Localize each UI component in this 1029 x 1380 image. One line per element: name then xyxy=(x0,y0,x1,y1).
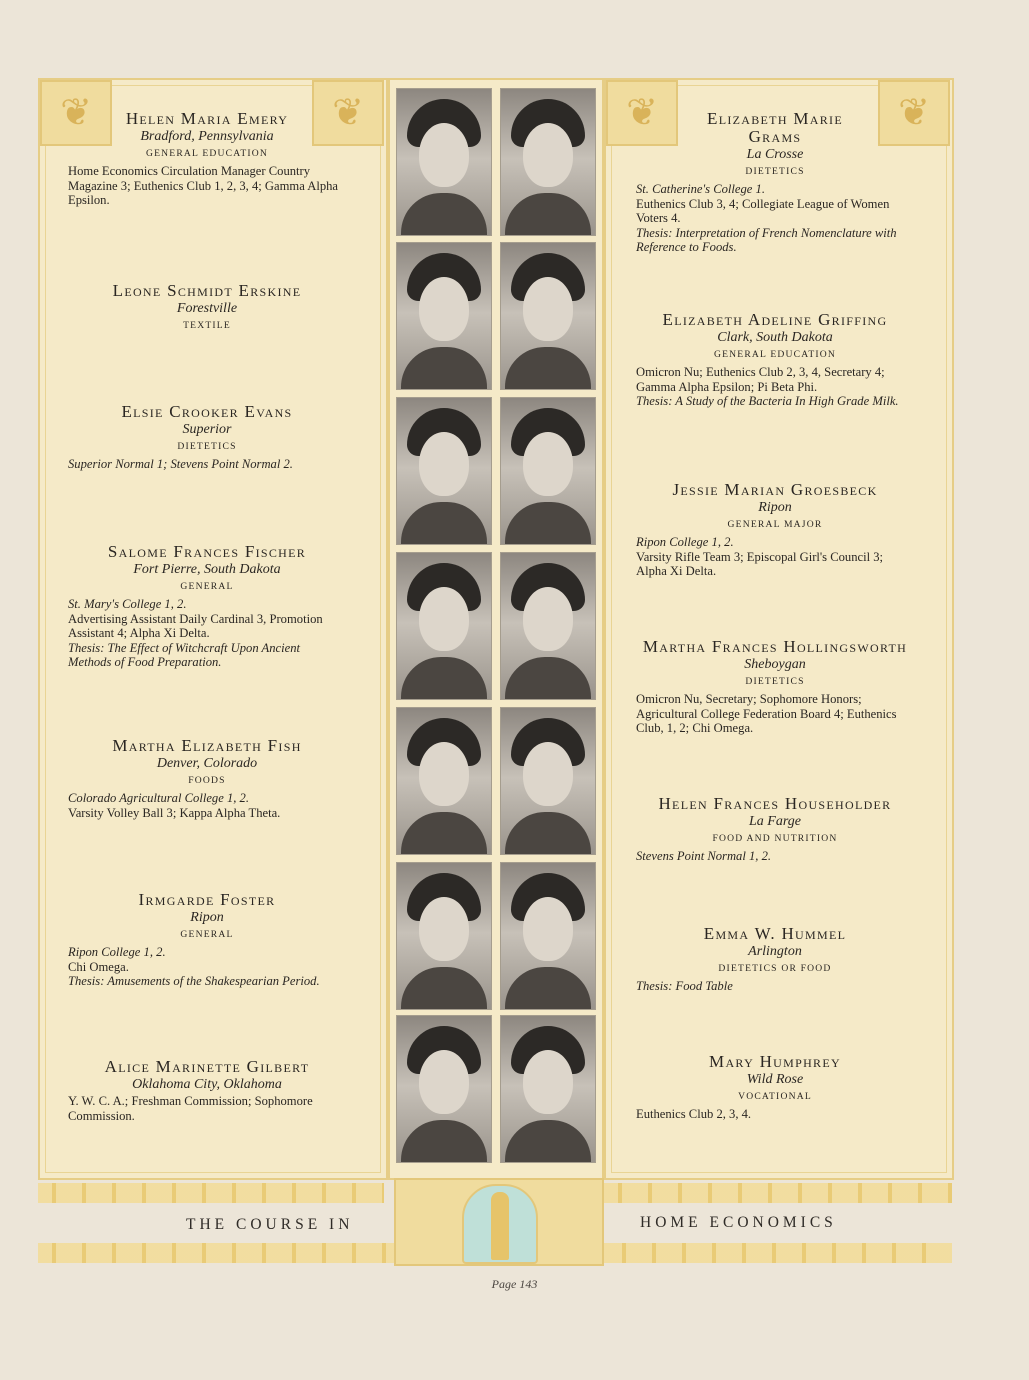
student-activities: Euthenics Club 2, 3, 4. xyxy=(636,1107,752,1121)
student-hometown: Ripon xyxy=(190,910,224,925)
student-name: Mary Humphrey xyxy=(709,1052,841,1071)
student-entry xyxy=(68,282,346,336)
student-name: Martha Elizabeth Fish xyxy=(112,736,302,755)
footer-emblem xyxy=(394,1178,604,1266)
student-course: FOOD AND NUTRITION xyxy=(712,833,838,844)
student-hometown: Denver, Colorado xyxy=(156,756,258,771)
student-course: DIETETICS xyxy=(745,166,805,177)
student-course: GENERAL MAJOR xyxy=(727,519,823,530)
portrait-photo xyxy=(396,862,492,1010)
student-hometown: Sheboygan xyxy=(744,657,806,672)
student-entry xyxy=(636,110,914,255)
student-course: GENERAL xyxy=(180,929,234,940)
student-thesis: Thesis: A Study of the Bacteria In High Grade Milk. xyxy=(636,394,899,409)
student-hometown: Clark, South Dakota xyxy=(717,330,833,345)
student-name: Martha Frances Hollingsworth xyxy=(642,637,908,656)
student-activities: Y. W. C. A.; Freshman Commission; Sophomore Commission. xyxy=(68,1094,313,1123)
student-entry xyxy=(636,481,914,579)
student-thesis: Thesis: Interpretation of French Nomenclature with Reference to Foods. xyxy=(636,225,897,255)
student-entry xyxy=(636,795,914,864)
student-course: FOODS xyxy=(188,775,226,786)
footer-title-right: HOME ECONOMICS xyxy=(640,1214,837,1231)
portrait-photo xyxy=(500,1015,596,1163)
top-right-inner-ornament-icon: ❦ xyxy=(606,80,678,146)
student-course: DIETETICS OR FOOD xyxy=(718,963,832,974)
portrait-photo xyxy=(500,552,596,700)
student-activities: Home Economics Circulation Manager Country Magazine 3; Euthenics Club 1, 2, 3, 4; Gamma Alpha Epsilon. xyxy=(68,164,339,208)
student-activities: Varsity Rifle Team 3; Episcopal Girl's Council 3; Alpha Xi Delta. xyxy=(636,549,884,579)
footer-ornament-band-left xyxy=(38,1183,384,1203)
portrait-photo xyxy=(396,88,492,236)
student-entry xyxy=(68,110,346,208)
student-name: Elizabeth Adeline Griffing xyxy=(662,310,888,329)
student-entry xyxy=(68,1058,346,1123)
student-entry xyxy=(636,1053,914,1122)
student-course: DIETETICS xyxy=(177,441,237,452)
student-hometown: Superior xyxy=(182,422,232,437)
portrait-photo xyxy=(500,707,596,855)
student-entry xyxy=(636,925,914,994)
student-prior-school: Ripon College 1, 2. xyxy=(68,945,166,959)
student-course: TEXTILE xyxy=(183,320,231,331)
footer-title-left: THE COURSE IN xyxy=(186,1216,354,1233)
top-right-ornament-icon: ❦ xyxy=(878,80,950,146)
student-name: Jessie Marian Groesbeck xyxy=(672,480,878,499)
portrait-photo xyxy=(500,862,596,1010)
top-left-inner-ornament-icon: ❦ xyxy=(312,80,384,146)
student-thesis: Thesis: Amusements of the Shakespearian Period. xyxy=(68,974,320,989)
footer-ornament-band-right xyxy=(604,1183,952,1203)
student-course: DIETETICS xyxy=(745,676,805,687)
student-hometown: Forestville xyxy=(176,301,238,316)
student-hometown: Bradford, Pennsylvania xyxy=(140,129,274,144)
student-entry xyxy=(68,543,346,670)
student-hometown: Oklahoma City, Oklahoma xyxy=(132,1077,282,1092)
student-name: Elizabeth Marie Grams xyxy=(707,109,843,146)
student-hometown: La Farge xyxy=(749,814,801,829)
student-entry xyxy=(68,891,346,989)
student-prior-school: Superior Normal 1; Stevens Point Normal 2. xyxy=(68,457,293,471)
page-number: Page 143 xyxy=(491,1277,538,1291)
student-hometown: Arlington xyxy=(748,944,802,959)
student-course: GENERAL xyxy=(180,581,234,592)
portrait-photo xyxy=(396,552,492,700)
student-hometown: La Crosse xyxy=(746,147,804,162)
student-entry xyxy=(636,638,914,736)
student-name: Helen Maria Emery xyxy=(125,109,289,128)
student-name: Irmgarde Foster xyxy=(138,890,276,909)
portrait-photo xyxy=(500,88,596,236)
student-name: Elsie Crooker Evans xyxy=(121,402,293,421)
student-prior-school: Ripon College 1, 2. xyxy=(636,535,734,549)
student-activities: Euthenics Club 3, 4; Collegiate League of Women Voters 4. xyxy=(636,196,890,226)
student-activities: Omicron Nu; Euthenics Club 2, 3, 4, Secretary 4; Gamma Alpha Epsilon; Pi Beta Phi. xyxy=(636,365,885,394)
statue-emblem-icon xyxy=(462,1184,538,1264)
student-prior-school: St. Mary's College 1, 2. xyxy=(68,597,187,611)
portrait-photo xyxy=(396,397,492,545)
portrait-photo xyxy=(500,397,596,545)
student-name: Emma W. Hummel xyxy=(703,924,847,943)
student-activities: Chi Omega. xyxy=(68,959,129,974)
student-hometown: Ripon xyxy=(758,500,792,515)
student-entry xyxy=(68,737,346,820)
student-prior-school: Stevens Point Normal 1, 2. xyxy=(636,849,772,863)
student-hometown: Fort Pierre, South Dakota xyxy=(133,562,281,577)
student-prior-school: St. Catherine's College 1. xyxy=(636,182,765,196)
portrait-photo xyxy=(396,1015,492,1163)
portrait-photo xyxy=(500,242,596,390)
student-course: VOCATIONAL xyxy=(738,1091,812,1102)
student-name: Alice Marinette Gilbert xyxy=(104,1057,310,1076)
student-name: Salome Frances Fischer xyxy=(107,542,307,561)
student-name: Helen Frances Householder xyxy=(658,794,892,813)
student-activities: Omicron Nu, Secretary; Sophomore Honors; Agricultural College Federation Board 4; Euthenics Club, 1, 2; Chi Omega. xyxy=(636,692,897,736)
student-course: GENERAL EDUCATION xyxy=(145,148,269,159)
student-activities: Advertising Assistant Daily Cardinal 3, Promotion Assistant 4; Alpha Xi Delta. xyxy=(68,611,323,641)
student-entry xyxy=(68,403,346,472)
student-prior-school: Colorado Agricultural College 1, 2. xyxy=(68,791,249,805)
student-thesis: Thesis: The Effect of Witchcraft Upon Ancient Methods of Food Preparation. xyxy=(68,640,301,670)
student-course: GENERAL EDUCATION xyxy=(713,349,837,360)
portrait-photo xyxy=(396,707,492,855)
student-thesis: Thesis: Food Table xyxy=(636,979,733,993)
student-name: Leone Schmidt Erskine xyxy=(112,281,302,300)
portrait-photo xyxy=(396,242,492,390)
top-left-ornament-icon: ❦ xyxy=(40,80,112,146)
student-activities: Varsity Volley Ball 3; Kappa Alpha Theta. xyxy=(68,805,281,820)
student-hometown: Wild Rose xyxy=(746,1072,804,1087)
student-entry xyxy=(636,311,914,409)
